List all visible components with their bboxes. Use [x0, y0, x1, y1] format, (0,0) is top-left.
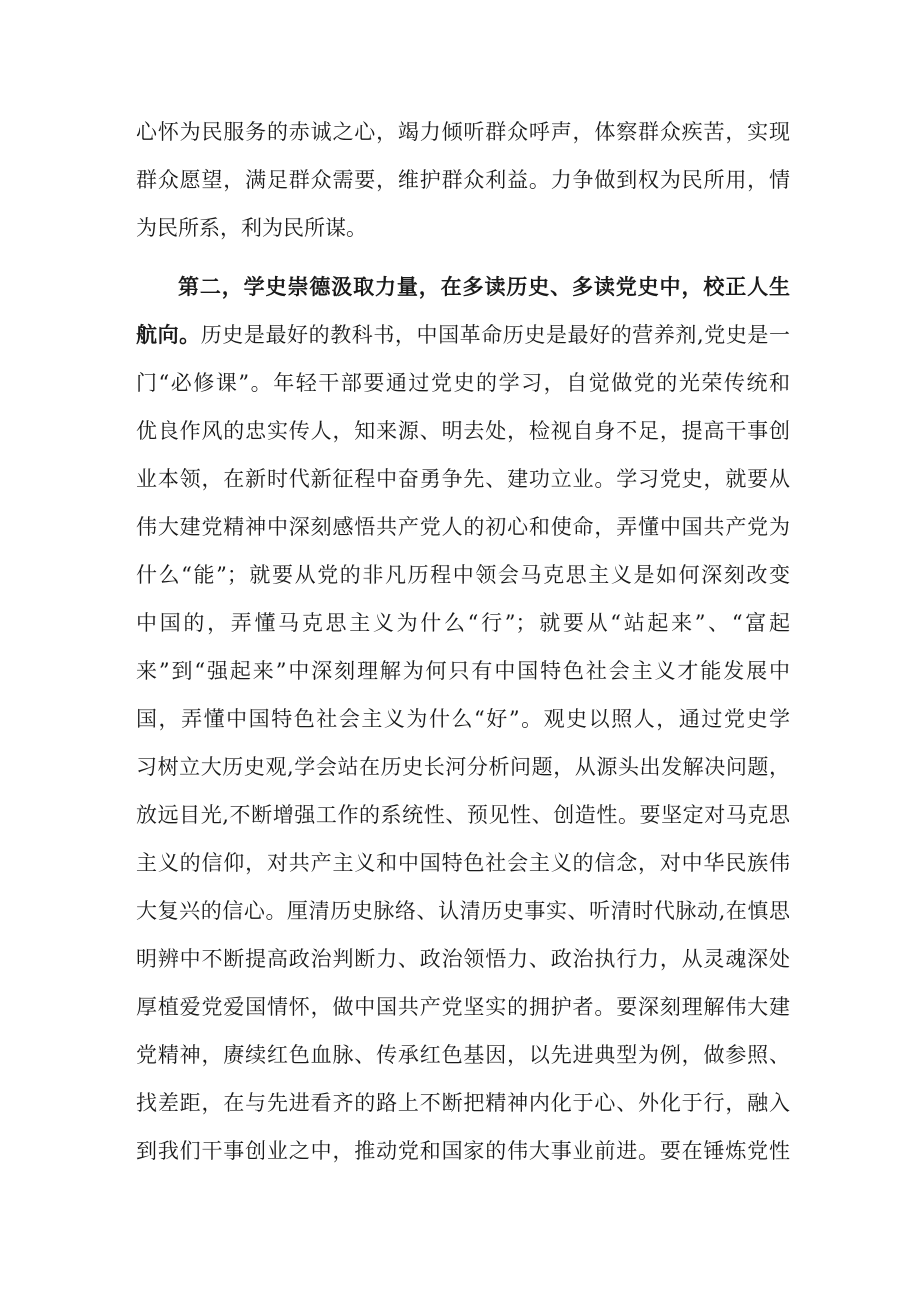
- paragraph-2: [136, 263, 790, 1175]
- paragraph-1: [136, 108, 790, 252]
- section-heading: 第二，学史崇德汲取力量，在多读历史、多读党史中，校正人生: [178, 274, 790, 299]
- paragraph-line: 心怀为民服务的赤诚之心，竭力倾听群众呼声，体察群众疾苦，实现: [136, 120, 790, 144]
- paragraph-line: 国，弄懂中国特色社会主义为什么“好”。观史以照人，通过党史学: [136, 707, 790, 731]
- paragraph-line: 什么“能”；就要从党的非凡历程中领会马克思主义是如何深刻改变: [136, 563, 790, 587]
- paragraph-line: 伟大建党精神中深刻感悟共产党人的初心和使命，弄懂中国共产党为: [136, 515, 790, 539]
- paragraph-line: 明辨中不断提高政治判断力、政治领悟力、政治执行力，从灵魂深处: [136, 947, 790, 971]
- paragraph-line: 中国的，弄懂马克思主义为什么“行”；就要从“站起来”、“富起: [136, 611, 790, 635]
- paragraph-line: 习树立大历史观,学会站在历史长河分析问题，从源头出发解决问题，: [136, 755, 790, 779]
- paragraph-line: 找差距，在与先进看齐的路上不断把精神内化于心、外化于行，融入: [136, 1091, 790, 1115]
- paragraph-line: 为民所系，利为民所谋。: [136, 216, 367, 240]
- paragraph-line: 放远目光,不断增强工作的系统性、预见性、创造性。要坚定对马克思: [136, 803, 790, 827]
- paragraph-line: 到我们干事创业之中，推动党和国家的伟大事业前进。要在锤炼党性: [136, 1139, 790, 1163]
- paragraph-line: 门“必修课”。年轻干部要通过党史的学习，自觉做党的光荣传统和: [136, 371, 790, 395]
- section-heading-continued: 航向。: [136, 322, 201, 347]
- paragraph-line: 业本领，在新时代新征程中奋勇争先、建功立业。学习党史，就要从: [136, 467, 790, 491]
- paragraph-line: 群众愿望，满足群众需要，维护群众利益。力争做到权为民所用，情: [136, 168, 790, 192]
- paragraph-line: 党精神，赓续红色血脉、传承红色基因，以先进典型为例，做参照、: [136, 1043, 790, 1067]
- paragraph-line-text: 历史是最好的教科书，中国革命历史是最好的营养剂,党史是一: [200, 323, 790, 347]
- paragraph-line: 优良作风的忠实传人，知来源、明去处，检视自身不足，提高干事创: [136, 419, 790, 443]
- paragraph-line: 主义的信仰，对共产主义和中国特色社会主义的信念，对中华民族伟: [136, 851, 790, 875]
- paragraph-line: 厚植爱党爱国情怀，做中国共产党坚实的拥护者。要深刻理解伟大建: [136, 995, 790, 1019]
- paragraph-line: 来”到“强起来”中深刻理解为何只有中国特色社会主义才能发展中: [136, 659, 790, 683]
- paragraph-line: 大复兴的信心。厘清历史脉络、认清历史事实、听清时代脉动,在慎思: [136, 899, 790, 923]
- paragraph-line: [136, 311, 790, 359]
